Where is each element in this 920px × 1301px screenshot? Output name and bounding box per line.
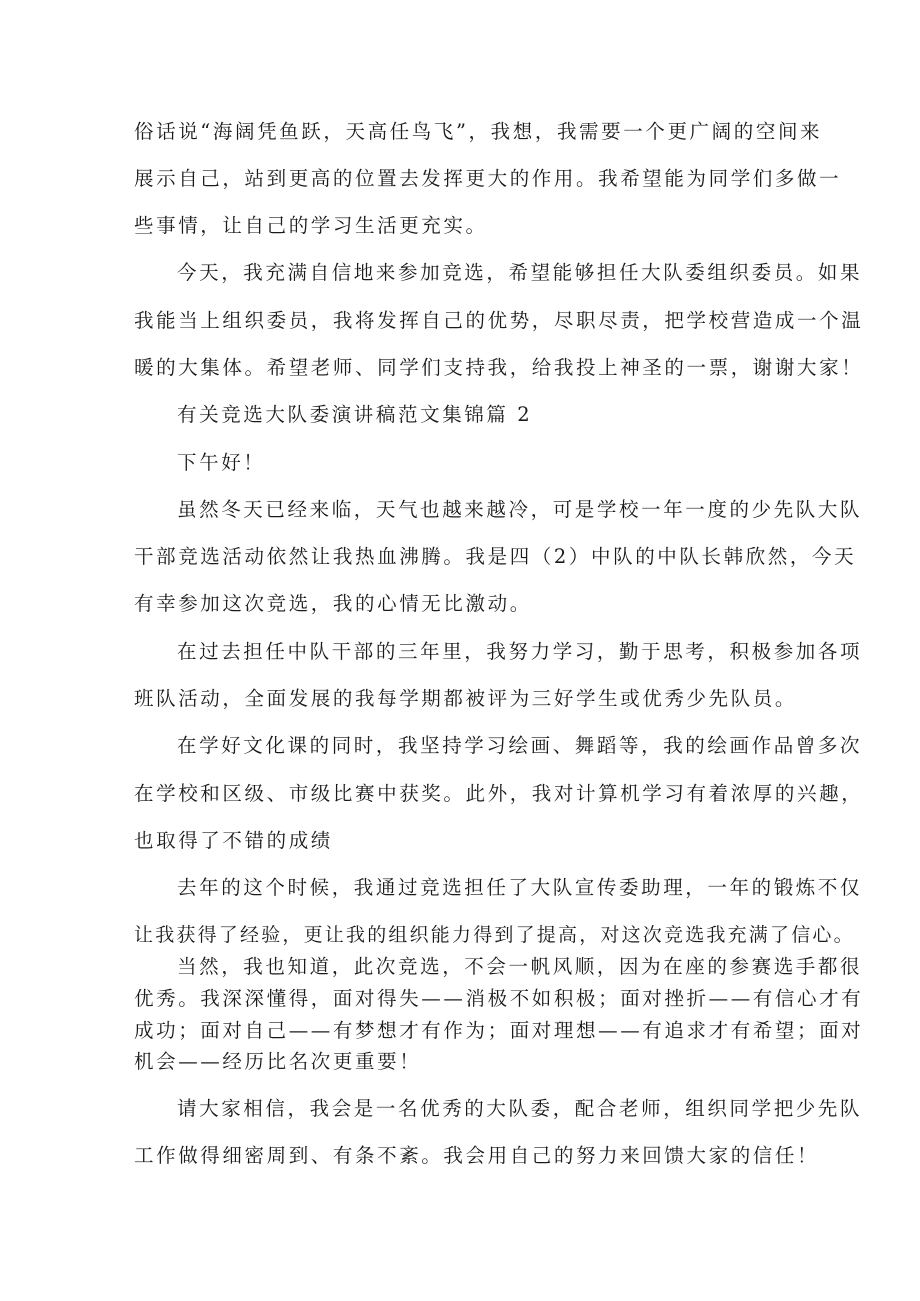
paragraph-1-line-1: 俗话说“海阔凭鱼跃，天高任鸟飞”，我想，我需要一个更广阔的空间来	[134, 120, 823, 143]
paragraph-5-line-2: 在学校和区级、市级比赛中获奖。此外，我对计算机学习有着浓厚的兴趣，	[134, 782, 864, 805]
paragraph-6-line-2: 让我获得了经验，更让我的组织能力得到了提高，对这次竞选我充满了信心。	[134, 924, 855, 946]
paragraph-5-line-1: 在学好文化课的同时，我坚持学习绘画、舞蹈等，我的绘画作品曾多次	[177, 734, 863, 757]
paragraph-1-line-3: 些事情，让自己的学习生活更充实。	[134, 214, 488, 237]
paragraph-4-line-2: 班队活动，全面发展的我每学期都被评为三好学生或优秀少先队员。	[134, 687, 798, 710]
paragraph-3-line-3: 有幸参加这次竞选，我的心情无比激动。	[134, 592, 532, 615]
paragraph-7-line-4: 机会——经历比名次更重要！	[134, 1050, 422, 1073]
paragraph-7-line-2: 优秀。我深深懂得，面对得失——消极不如积极；面对挫折——有信心才有	[134, 987, 864, 1010]
paragraph-4-line-1: 在过去担任中队干部的三年里，我努力学习，勤于思考，积极参加各项	[177, 640, 863, 663]
paragraph-6-line-1: 去年的这个时候，我通过竞选担任了大队宣传委助理，一年的锻炼不仅	[177, 876, 863, 899]
paragraph-7-line-3: 成功；面对自己——有梦想才有作为；面对理想——有追求才有希望；面对	[134, 1019, 864, 1042]
paragraph-7-line-1: 当然，我也知道，此次竞选，不会一帆风顺，因为在座的参赛选手都很	[177, 955, 863, 978]
paragraph-2-line-1: 今天，我充满自信地来参加竞选，希望能够担任大队委组织委员。如果	[177, 261, 863, 284]
paragraph-5-line-3: 也取得了不错的成绩	[134, 829, 333, 852]
paragraph-8-line-1: 请大家相信，我会是一名优秀的大队委，配合老师，组织同学把少先队	[177, 1097, 863, 1120]
paragraph-2-line-3: 暖的大集体。希望老师、同学们支持我，给我投上神圣的一票，谢谢大家！	[134, 356, 864, 379]
paragraph-3-line-2: 干部竞选活动依然让我热血沸腾。我是四（2）中队的中队长韩欣然，今天	[134, 545, 857, 568]
greeting: 下午好！	[177, 451, 266, 474]
paragraph-8-line-2: 工作做得细密周到、有条不紊。我会用自己的努力来回馈大家的信任！	[134, 1144, 820, 1167]
paragraph-2-line-2: 我能当上组织委员，我将发挥自己的优势，尽职尽责，把学校营造成一个温	[134, 309, 864, 332]
paragraph-3-line-1: 虽然冬天已经来临，天气也越来越冷，可是学校一年一度的少先队大队	[177, 498, 863, 521]
section-heading: 有关竞选大队委演讲稿范文集锦篇 2	[177, 403, 533, 426]
paragraph-1-line-2: 展示自己，站到更高的位置去发挥更大的作用。我希望能为同学们多做一	[134, 167, 842, 190]
